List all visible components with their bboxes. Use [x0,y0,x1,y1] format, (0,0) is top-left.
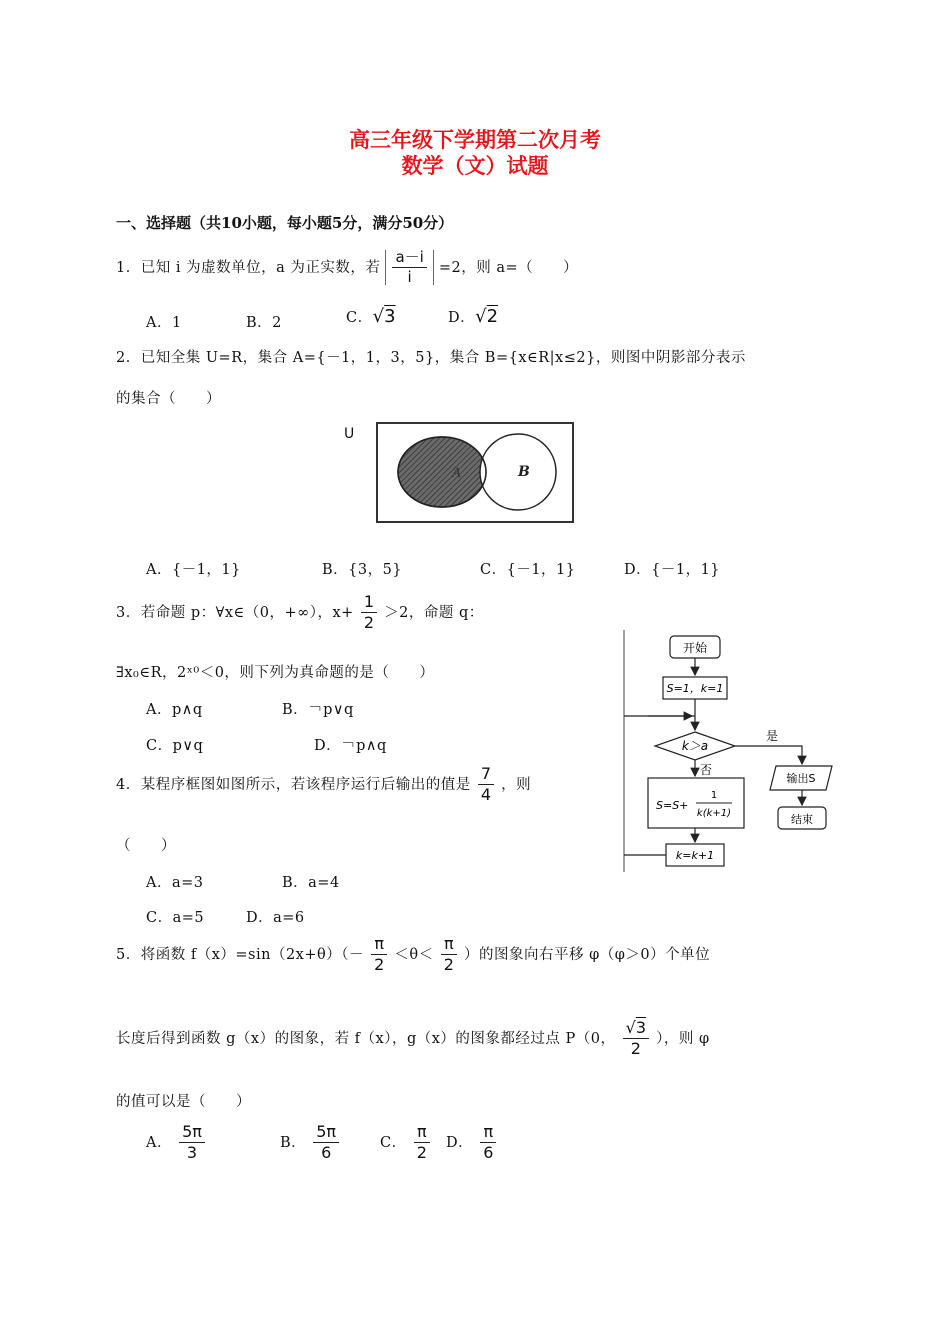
q5-pi-2: π [441,936,457,955]
flow-output-label: 输出S [786,772,816,785]
q1-abs-fraction [385,250,433,285]
q3-prefix: 3．若命题 p：∀x∈（0，+∞），x+ [116,605,354,621]
flow-decision-label: k＞a [681,739,709,753]
q5-option-c-label: C． [380,1135,407,1151]
q5-line1-b: ）的图象向右平移 φ（φ＞0）个单位 [463,947,711,963]
q3-option-c: C．p∨q [146,738,204,754]
q1-option-c [346,306,396,327]
q3-frac-num: 1 [361,594,377,613]
q1-option-a: A．1 [146,315,182,331]
venn-label-a: A [452,466,462,481]
q2-option-c: C．{－1，1} [480,562,576,578]
flow-update-label: S=S+ [656,799,689,812]
q1-option-d-radicand: 2 [486,306,499,327]
q1-suffix: =2，则 a=（ ） [438,260,579,276]
q5-option-b-label: B． [280,1135,307,1151]
q5-theta-range: ＜θ＜ [394,947,434,963]
sqrt-symbol: √2 [475,306,499,327]
q5-line1-a: 5．将函数 f（x）=sin（2x+θ）（－ [116,947,364,963]
q5-option-d-num: π [480,1124,496,1143]
q1-option-d [448,306,498,327]
q4-option-a: A．a=3 [146,875,204,891]
question-5-line1 [116,936,710,973]
q1-frac-num: a－i [392,250,426,268]
q3-frac-den: 2 [363,613,375,632]
q5-option-a-den: 3 [186,1143,198,1162]
q5-sqrt3: 3 [635,1018,647,1037]
flow-end-label: 结束 [791,813,813,826]
q4-option-b: B．a=4 [282,875,340,891]
question-1 [116,250,578,285]
question-3 [116,594,484,631]
flow-no-label: 否 [700,763,713,777]
q4-suffix: ，则 [501,777,532,793]
q3-option-b: B．￢p∨q [282,702,354,718]
q4-frac-num: 7 [478,766,494,785]
q4-prefix: 4．某程序框图如图所示，若该程序运行后输出的值是 [116,777,471,793]
q5-two-3: 2 [630,1039,641,1058]
q5-line2-b: ），则 φ [656,1031,710,1047]
q3-option-a: A．p∧q [146,702,203,718]
q5-option-c [380,1124,432,1161]
sqrt-symbol: √3 [372,306,396,327]
q5-two-2: 2 [443,955,454,974]
flow-yes-label: 是 [766,729,779,743]
q5-option-b [280,1124,341,1161]
q5-option-d-den: 6 [483,1143,494,1162]
venn-label-b: B [518,464,530,480]
q2-line1: 2．已知全集 U=R，集合 A={－1，1，3，5}，集合 B={x∈R|x≤2}，则图中阴影部分表示 [116,350,746,366]
exam-subtitle: 数学（文）试题 [401,153,549,178]
q3-line2: ∃x₀∈R，2ˣ⁰＜0，则下列为真命题的是（ ） [116,665,435,681]
q2-line2: 的集合（ ） [116,391,221,407]
section-heading: 一、选择题（共10小题，每小题5分，满分50分） [116,214,454,232]
q5-line3: 的值可以是（ ） [116,1094,251,1110]
q5-option-d [446,1124,498,1161]
q2-option-d: D．{－1，1} [624,562,721,578]
q3-option-d: D．￢p∧q [314,738,387,754]
q5-line2-a: 长度后得到函数 g（x）的图象，若 f（x），g（x）的图象都经过点 P（0， [116,1031,616,1047]
q4-option-d: D．a=6 [246,910,305,926]
q1-option-c-label: C． [346,310,373,326]
q1-frac-den: i [407,268,412,286]
question-5-line2: 长度后得到函数 g（x）的图象，若 f（x），g（x）的图象都经过点 P（0， $\frac{√3}{2}$ ），则 φ [116,1018,710,1058]
q5-option-c-num: π [414,1124,430,1143]
q2-option-a: A．{－1，1} [146,562,241,578]
q5-option-c-den: 2 [416,1143,427,1162]
q1-prefix: 1．已知 i 为虚数单位，a 为正实数，若 [116,260,381,276]
q4-line2: （ ） [116,838,176,854]
question-4 [116,766,531,803]
q5-option-b-num: 5π [313,1124,339,1143]
q4-option-c: C．a=5 [146,910,205,926]
q5-option-a [146,1124,207,1161]
q2-option-b: B．{3，5} [322,562,403,578]
flow-increment-label: k=k+1 [675,849,715,862]
flow-init-label: S=1，k=1 [666,682,724,695]
flow-update-den: k(k+1) [696,808,732,819]
flow-update-num: 1 [710,790,718,801]
venn-diagram [372,420,578,526]
q5-option-d-label: D． [446,1135,474,1151]
q5-two-1: 2 [374,955,385,974]
venn-universal-label: U [344,426,355,442]
exam-title: 高三年级下学期第二次月考 [349,127,601,152]
flowchart [618,628,840,874]
q5-pi-1: π [371,936,387,955]
q1-option-d-label: D． [448,310,476,326]
q1-option-b: B．2 [246,315,282,331]
q5-option-b-den: 6 [321,1143,332,1162]
q5-option-a-num: 5π [179,1124,205,1143]
q3-suffix: ＞2，命题 q： [384,605,484,621]
flow-start-label: 开始 [682,641,708,655]
q5-option-a-label: A． [146,1135,172,1151]
q4-frac-den: 4 [480,785,492,804]
q1-option-c-radicand: 3 [384,306,396,327]
